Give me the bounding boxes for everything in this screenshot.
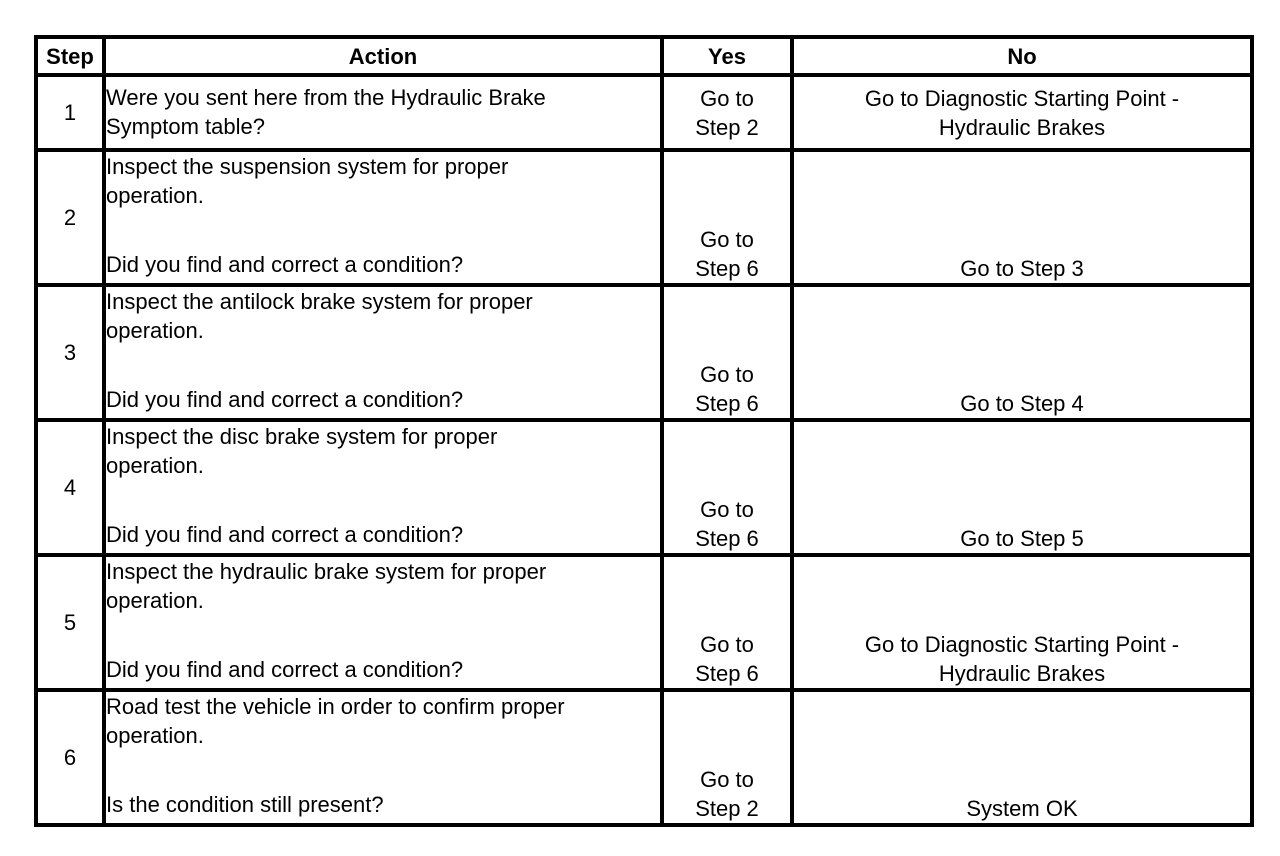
- action-text: Symptom table?: [106, 114, 265, 139]
- header-no: No: [792, 37, 1252, 75]
- yes-text: Step 6: [695, 256, 759, 281]
- yes-cell: [662, 150, 792, 285]
- diagnostic-table: [34, 35, 1254, 827]
- action-cell: [104, 555, 662, 690]
- instruction-line: operation.: [106, 588, 204, 613]
- no-text: System OK: [966, 796, 1078, 821]
- no-cell: [792, 420, 1252, 555]
- no-text: Hydraulic Brakes: [938, 114, 1106, 140]
- no-text: Go to Step 3: [960, 256, 1084, 281]
- no-text: Go to Step 4: [960, 391, 1084, 416]
- step-number: 2: [36, 150, 104, 285]
- instruction-line: operation.: [106, 723, 204, 748]
- step-number: 4: [36, 420, 104, 555]
- instruction-line: Road test the vehicle in order to confirm proper: [106, 694, 565, 719]
- instruction-line: operation.: [106, 453, 204, 478]
- table-row: [36, 150, 1252, 285]
- step-number: 1: [36, 75, 104, 150]
- question-text: Is the condition still present?: [106, 792, 384, 817]
- yes-text: Go to: [700, 497, 754, 522]
- table-row: [36, 75, 1252, 150]
- no-cell: [792, 690, 1252, 825]
- yes-text: Step 6: [695, 526, 759, 551]
- action-cell: [104, 690, 662, 825]
- step-number: 3: [36, 285, 104, 420]
- question-text: Did you find and correct a condition?: [106, 657, 464, 682]
- no-text: Go to Step 5: [960, 526, 1084, 551]
- yes-text: Go to: [700, 85, 754, 111]
- no-text: Go to Diagnostic Starting Point -: [864, 632, 1180, 657]
- table-row: [36, 690, 1252, 825]
- table-row: [36, 285, 1252, 420]
- action-cell: [104, 285, 662, 420]
- no-cell: [792, 555, 1252, 690]
- instruction-text: [106, 152, 660, 210]
- yes-text: Go to: [700, 632, 754, 657]
- instruction-line: operation.: [106, 183, 204, 208]
- table-row: [36, 555, 1252, 690]
- instruction-text: [106, 422, 660, 480]
- yes-text: Go to: [700, 362, 754, 387]
- question-text: Did you find and correct a condition?: [106, 522, 464, 547]
- yes-text: Step 2: [695, 796, 759, 821]
- question-text: Did you find and correct a condition?: [106, 252, 464, 277]
- yes-text: Go to: [700, 227, 754, 252]
- instruction-text: [106, 692, 660, 750]
- action-cell: [104, 75, 662, 150]
- instruction-line: operation.: [106, 318, 204, 343]
- instruction-line: Inspect the disc brake system for proper: [106, 424, 498, 449]
- step-number: 5: [36, 555, 104, 690]
- no-cell: [792, 285, 1252, 420]
- instruction-line: Inspect the hydraulic brake system for proper: [106, 559, 547, 584]
- step-number: 6: [36, 690, 104, 825]
- question-text: Did you find and correct a condition?: [106, 387, 464, 412]
- no-cell: [792, 150, 1252, 285]
- yes-cell: [662, 420, 792, 555]
- action-cell: [104, 150, 662, 285]
- yes-text: Step 2: [695, 114, 759, 140]
- no-text: Hydraulic Brakes: [938, 661, 1106, 686]
- yes-cell: [662, 285, 792, 420]
- yes-cell: [662, 75, 792, 150]
- action-text: Were you sent here from the Hydraulic Brake: [106, 85, 546, 110]
- yes-text: Go to: [700, 767, 754, 792]
- header-action: Action: [104, 37, 662, 75]
- instruction-text: [106, 287, 660, 345]
- yes-cell: [662, 690, 792, 825]
- header-step: Step: [36, 37, 104, 75]
- table-row: [36, 420, 1252, 555]
- header-yes: Yes: [662, 37, 792, 75]
- yes-text: Step 6: [695, 391, 759, 416]
- yes-text: Step 6: [695, 661, 759, 686]
- instruction-line: Inspect the suspension system for proper: [106, 154, 509, 179]
- yes-cell: [662, 555, 792, 690]
- instruction-text: [106, 557, 660, 615]
- no-cell: [792, 75, 1252, 150]
- table-header-row: [36, 37, 1252, 75]
- action-cell: [104, 420, 662, 555]
- no-text: Go to Diagnostic Starting Point -: [864, 85, 1180, 111]
- instruction-line: Inspect the antilock brake system for proper: [106, 289, 533, 314]
